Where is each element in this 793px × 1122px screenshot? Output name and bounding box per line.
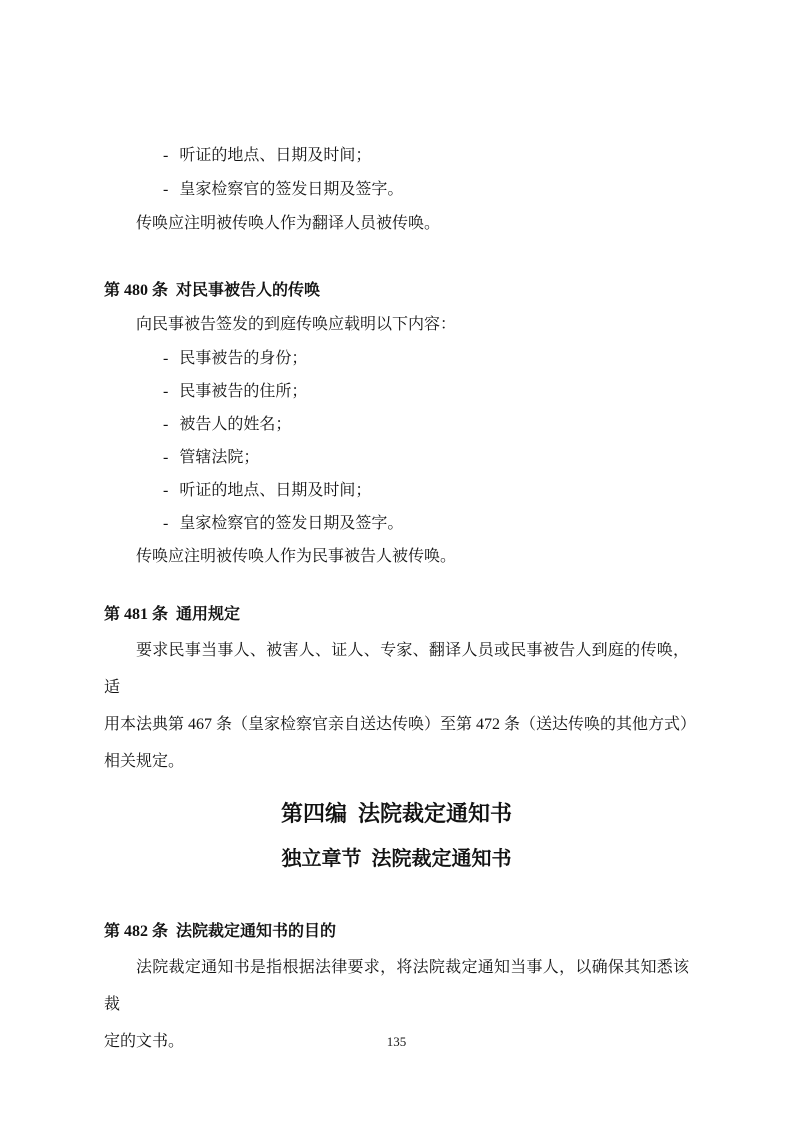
list-item-text: 皇家检察官的签发日期及签字。 (179, 181, 404, 198)
list-item (104, 173, 689, 207)
paragraph-note: 传唤应注明被传唤人作为民事被告人被传唤。 (136, 548, 457, 565)
list-item-text: 听证的地点、日期及时间； (179, 147, 372, 164)
paragraph-line: 法院裁定通知书是指根据法律要求，将法院裁定通知当事人，以确保其知悉该裁 (104, 959, 689, 1013)
list-item (104, 474, 689, 507)
list-dash-marker: - (163, 515, 169, 532)
list-item (104, 441, 689, 474)
article-480-intro: 向民事被告签发的到庭传唤应载明以下内容： (136, 316, 457, 333)
list-item-text: 民事被告的身份； (179, 350, 308, 367)
list-dash-marker: - (163, 350, 169, 367)
list-item (104, 408, 689, 441)
list-item (104, 342, 689, 375)
paragraph-note: 传唤应注明被传唤人作为翻译人员被传唤。 (136, 215, 441, 232)
list-item-text: 民事被告的住所； (179, 383, 308, 400)
paragraph-line: 定的文书。 (104, 1033, 185, 1050)
list-item-text: 被告人的姓名； (179, 416, 292, 433)
list-item (104, 139, 689, 173)
list-item-text: 皇家检察官的签发日期及签字。 (179, 515, 404, 532)
chapter-heading: 独立章节 法院裁定通知书 (281, 848, 512, 870)
list-item (104, 507, 689, 540)
paragraph-line: 要求民事当事人、被害人、证人、专家、翻译人员或民事被告人到庭的传唤，适 (104, 642, 689, 696)
list-dash-marker: - (163, 482, 169, 499)
page-number: 135 (386, 1034, 407, 1049)
list-dash-marker: - (163, 383, 169, 400)
list-item-text: 管辖法院； (179, 449, 260, 466)
article-480-heading: 第 480 条 对民事被告人的传唤 (104, 282, 321, 299)
list-dash-marker: - (163, 181, 169, 198)
list-item-text: 听证的地点、日期及时间； (179, 482, 372, 499)
list-dash-marker: - (163, 416, 169, 433)
part-4-heading: 第四编 法院裁定通知书 (280, 801, 512, 826)
list-dash-marker: - (163, 449, 169, 466)
list-dash-marker: - (163, 147, 169, 164)
paragraph-line: 用本法典第 467 条（皇家检察官亲自送达传唤）至第 472 条（送达传唤的其他方式） (104, 716, 697, 733)
article-481-heading: 第 481 条 通用规定 (104, 606, 241, 623)
article-481-body (104, 632, 697, 780)
article-482-heading: 第 482 条 法院裁定通知书的目的 (104, 923, 337, 940)
list-item (104, 375, 689, 408)
paragraph-line: 相关规定。 (104, 753, 185, 770)
